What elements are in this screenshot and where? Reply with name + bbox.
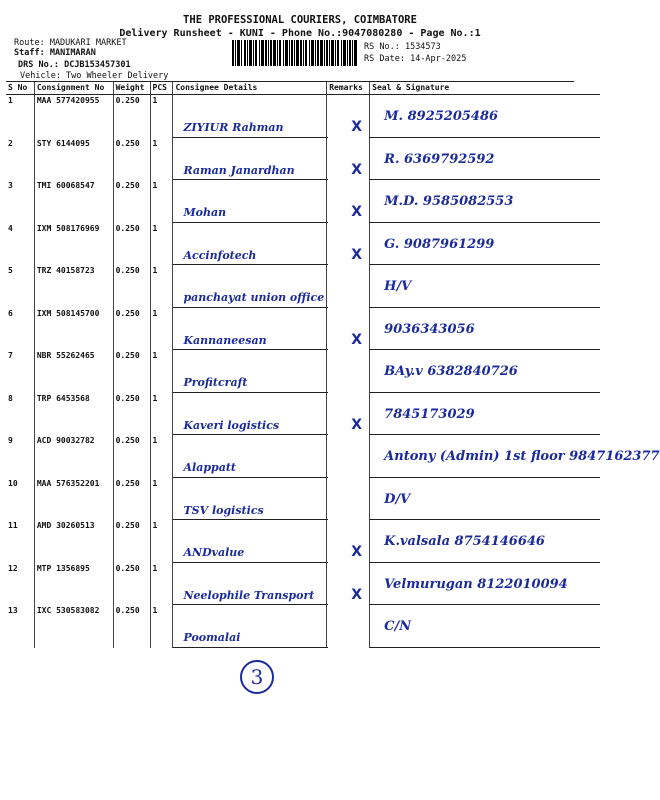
vehicle-text: Vehicle: Two Wheeler Delivery [20,71,169,81]
row-pcs [150,350,173,393]
row-weight [113,138,150,181]
row-weight-text: 0.250 [115,96,140,105]
consignee-handwriting: Accinfotech [183,248,257,262]
row-pcs-text: 1 [152,436,158,445]
signature-handwriting: G. 9087961299 [384,236,495,252]
row-weight [113,265,150,308]
signature-handwriting: R. 6369792592 [384,151,495,167]
consignee-handwriting: Poomalai [183,631,241,644]
col-remarks: Remarks [327,82,370,95]
table-row [6,605,600,648]
row-weight [113,350,150,393]
row-sno-text: 9 [8,436,13,445]
row-pcs-text: 1 [152,308,158,318]
row-weight-text: 0.250 [115,521,140,530]
row-pcs-text: 1 [152,478,158,488]
row-consignment [34,393,113,436]
consignee-handwriting: Kannaneesan [183,333,267,347]
row-weight-text: 0.250 [115,393,140,403]
row-consignee [173,180,327,223]
runsheet-table [6,82,660,648]
row-consignee [173,563,327,606]
drs-number: DCJB153457301 [64,60,131,70]
row-seal-signature [370,350,600,393]
row-sno-text: 4 [8,223,13,233]
row-weight-text: 0.250 [115,181,140,190]
row-sno-text: 12 [8,563,18,573]
rs-no-line [364,42,441,52]
row-sno [6,180,34,223]
col-consignee: Consignee Details [173,82,327,95]
rs-date-line [364,54,466,64]
row-weight [113,393,150,436]
company-title: THE PROFESSIONAL COURIERS, COIMBATORE [183,14,417,26]
table-row [6,138,600,181]
row-consignment-text: MAA 577420955 [36,96,100,105]
row-remarks [327,350,370,393]
row-seal-signature [370,605,600,648]
page-mark-number: 3 [250,665,264,689]
row-consignee [173,478,327,521]
signature-handwriting: H/V [384,279,412,294]
row-consignee [173,308,327,351]
table-row [6,265,600,308]
table-row [6,435,600,478]
row-consignment [34,265,113,308]
signature-handwriting: BAy.v 6382840726 [384,364,518,379]
consignee-handwriting: Profitcraft [183,376,248,389]
row-consignment [34,520,113,563]
remark-x-mark: X [351,331,363,348]
row-consignment [34,95,113,138]
table-row [6,223,600,266]
table-header-row [6,82,600,95]
row-remarks [327,308,370,351]
consignee-underline [173,647,328,648]
row-consignment-text: NBR 55262465 [36,351,95,360]
table-row [6,520,600,563]
row-seal-signature [370,478,600,521]
remark-x-mark: X [351,246,363,263]
row-pcs [150,308,173,351]
row-weight [113,435,150,478]
row-weight [113,563,150,606]
consignee-handwriting: panchayat union office [183,291,325,304]
row-consignment-text: IXM 508176969 [36,223,100,233]
row-weight-text: 0.250 [115,436,140,445]
row-remarks [327,520,370,563]
staff-line [14,48,96,58]
row-pcs-text: 1 [152,223,158,233]
signature-handwriting: 7845173029 [384,406,475,422]
row-pcs-text: 1 [152,521,158,530]
row-sno [6,435,34,478]
row-pcs [150,265,173,308]
col-pcs: PCS [150,82,173,95]
row-pcs [150,393,173,436]
row-remarks [327,605,370,648]
rs-date-value: 14-Apr-2025 [410,54,467,64]
row-consignment-text: IXM 508145700 [36,308,100,318]
row-remarks [327,563,370,606]
row-pcs [150,180,173,223]
row-sno-text: 10 [8,478,18,488]
row-pcs [150,138,173,181]
row-sno [6,563,34,606]
rs-date-label: RS Date: [364,54,405,64]
row-pcs [150,95,173,138]
consignee-handwriting: Neelophile Transport [183,588,315,602]
row-weight [113,95,150,138]
row-weight-text: 0.250 [115,223,140,233]
consignee-handwriting: Raman Janardhan [183,163,295,177]
row-consignee [173,435,327,478]
staff-label: Staff: [14,48,45,58]
row-consignment [34,180,113,223]
row-pcs [150,223,173,266]
row-consignment-text: STY 6144095 [36,138,90,148]
row-sno-text: 2 [8,138,13,148]
row-consignment [34,308,113,351]
row-seal-signature [370,308,600,351]
row-consignee [173,95,327,138]
row-sno-text: 13 [8,606,18,615]
row-remarks [327,265,370,308]
row-weight-text: 0.250 [115,606,140,615]
signature-handwriting: D/V [384,491,411,507]
row-consignee [173,520,327,563]
rs-no-value: 1534573 [404,42,441,52]
remark-x-mark: X [351,586,363,603]
drs-label: DRS No.: [18,60,59,70]
consignee-handwriting: Alappatt [183,461,236,474]
table-row [6,563,600,606]
rs-no-label: RS No.: [364,42,400,52]
table-row [6,95,600,138]
row-pcs [150,478,173,521]
row-sno [6,478,34,521]
signature-handwriting: C/N [384,619,412,634]
row-weight [113,605,150,648]
row-remarks [327,95,370,138]
row-pcs [150,520,173,563]
row-weight [113,478,150,521]
table-row [6,308,600,351]
row-consignment [34,563,113,606]
row-pcs-text: 1 [152,266,158,275]
row-remarks [327,435,370,478]
page-circle-mark [240,660,274,694]
signature-handwriting: Velmurugan 8122010094 [384,576,568,592]
row-sno-text: 6 [8,308,13,318]
row-weight-text: 0.250 [115,308,140,318]
consignee-handwriting: ZIYIUR Rahman [183,121,284,134]
row-sno [6,138,34,181]
row-weight [113,223,150,266]
signature-handwriting: K.valsala 8754146646 [384,534,545,549]
barcode-image [232,40,358,66]
col-seal: Seal & Signature [370,82,600,95]
row-consignment-text: TMI 60068547 [36,181,95,190]
row-sno [6,350,34,393]
row-weight [113,520,150,563]
row-sno-text: 3 [8,181,13,190]
row-consignment [34,350,113,393]
row-pcs-text: 1 [152,351,158,360]
seal-underline [369,647,600,648]
row-consignment-text: TRZ 40158723 [36,266,95,275]
table-row [6,393,600,436]
row-consignment [34,605,113,648]
remark-x-mark: X [351,416,363,433]
row-consignment [34,138,113,181]
row-sno-text: 7 [8,351,13,360]
row-sno [6,223,34,266]
row-seal-signature [370,180,600,223]
consignee-handwriting: ANDvalue [183,546,245,559]
row-pcs [150,435,173,478]
row-seal-signature [370,223,600,266]
row-weight-text: 0.250 [115,478,140,488]
row-consignee [173,393,327,436]
row-sno [6,308,34,351]
remark-x-mark: X [351,161,363,178]
row-weight-text: 0.250 [115,563,140,573]
row-consignee [173,265,327,308]
row-pcs-text: 1 [152,393,158,403]
row-consignment-text: MTP 1356895 [36,563,90,573]
row-sno-text: 5 [8,266,13,275]
row-consignment-text: TRP 6453568 [36,393,90,403]
row-consignment-text: IXC 530583082 [36,606,100,615]
row-consignment-text: ACD 90032782 [36,436,95,445]
row-consignment-text: AMD 30260513 [36,521,95,530]
row-consignment [34,223,113,266]
row-weight-text: 0.250 [115,351,140,360]
row-pcs [150,563,173,606]
row-seal-signature [370,563,600,606]
row-pcs-text: 1 [152,563,158,573]
signature-handwriting: Antony (Admin) 1st floor 9847162377 [384,449,660,464]
row-sno-text: 11 [8,521,18,530]
row-seal-signature [370,95,600,138]
table-row [6,350,600,393]
row-sno [6,605,34,648]
row-sno [6,95,34,138]
signature-handwriting: M.D. 9585082553 [384,194,514,209]
remark-x-mark: X [351,204,363,220]
row-seal-signature [370,138,600,181]
table-row [6,478,600,521]
row-remarks [327,223,370,266]
row-remarks [327,478,370,521]
consignee-handwriting: TSV logistics [183,503,264,517]
row-pcs-text: 1 [152,138,158,148]
row-consignee [173,350,327,393]
row-remarks [327,180,370,223]
row-pcs-text: 1 [152,181,158,190]
row-consignee [173,138,327,181]
row-consignment [34,478,113,521]
col-consignment: Consignment No [34,82,113,95]
row-seal-signature [370,435,660,478]
row-weight-text: 0.250 [115,138,140,148]
row-sno [6,393,34,436]
row-seal-signature [370,265,600,308]
row-sno [6,265,34,308]
row-remarks [327,393,370,436]
col-weight: Weight [113,82,150,95]
route-text: Route: MADUKARI MARKET [14,38,127,48]
row-weight-text: 0.250 [115,266,140,275]
row-sno [6,520,34,563]
row-consignment-text: MAA 576352201 [36,478,100,488]
col-sno: S No [6,82,34,95]
signature-handwriting: 9036343056 [384,321,475,337]
row-pcs [150,605,173,648]
row-consignee [173,605,327,648]
remark-x-mark: X [351,119,363,135]
row-consignment [34,435,113,478]
row-sno-text: 1 [8,96,13,105]
table-row [6,180,600,223]
consignee-handwriting: Mohan [183,206,227,219]
drs-line [18,60,131,70]
row-sno-text: 8 [8,393,13,403]
row-seal-signature [370,520,600,563]
row-remarks [327,138,370,181]
consignee-handwriting: Kaveri logistics [183,418,280,432]
row-pcs-text: 1 [152,606,158,615]
row-weight [113,308,150,351]
signature-handwriting: M. 8925205486 [384,109,499,124]
remark-x-mark: X [351,544,363,560]
staff-name: MANIMARAN [49,48,96,58]
runsheet-subtitle: Delivery Runsheet - KUNI - Phone No.:9047080280 - Page No.:1 [119,28,481,39]
row-weight [113,180,150,223]
row-pcs-text: 1 [152,96,158,105]
row-seal-signature [370,393,600,436]
row-consignee [173,223,327,266]
